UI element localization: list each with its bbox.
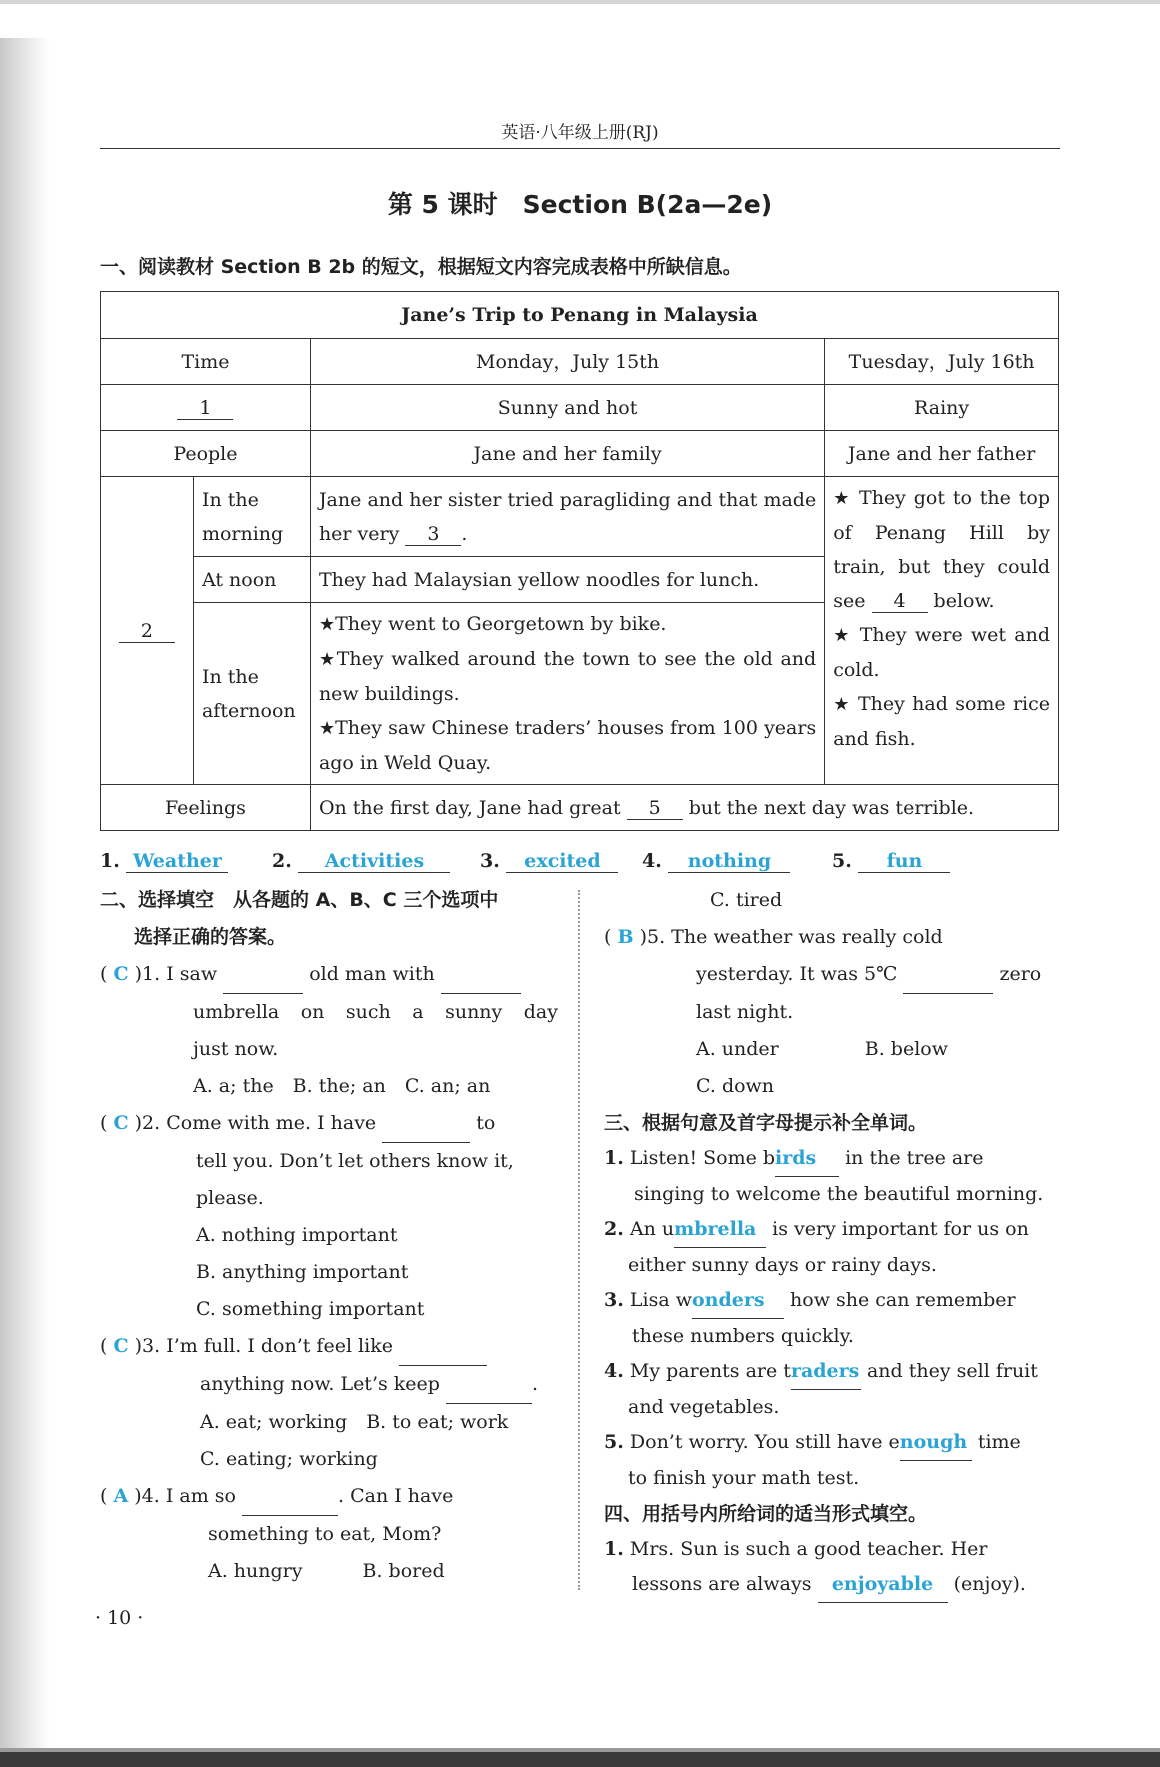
column-divider — [578, 890, 580, 1590]
q5-line2: yesterday. It was 5℃ zero — [604, 956, 1060, 994]
star-icon: ★ — [318, 649, 337, 670]
noon-label: At noon — [193, 557, 310, 603]
section2-heading-1: 二、选择填空 从各题的 A、B、C 三个选项中 — [100, 889, 499, 911]
blank-5: 5 — [627, 797, 683, 820]
section3-heading: 三、根据句意及首字母提示补全单词。 — [604, 1112, 928, 1134]
blank-2: 2 — [119, 620, 175, 643]
running-header: 英语·八年级上册(RJ) — [501, 123, 659, 143]
table-title: Jane’s Trip to Penang in Malaysia — [101, 292, 1059, 339]
feelings-post: but the next day was terrible. — [688, 796, 975, 819]
section3-items — [604, 1141, 1060, 1496]
answer-2: 2. Activities — [272, 850, 450, 873]
s3-item-1-line2: singing to welcome the beautiful morning. — [634, 1183, 1044, 1205]
s3-item-5-line2: to finish your math test. — [628, 1467, 860, 1489]
star-icon: ★ — [833, 488, 852, 509]
day2-item-1-end: below. — [933, 590, 995, 612]
afternoon-cell — [310, 603, 824, 785]
section1-heading: 一、阅读教材 Section B 2b 的短文，根据短文内容完成表格中所缺信息。 — [100, 256, 742, 278]
time-label: Time — [101, 339, 311, 385]
s3-item-4: 4. My parents are traders and they sell fruit — [604, 1354, 1060, 1390]
q5-option-c: C. down — [696, 1075, 775, 1097]
day1: Monday，July 15th — [310, 339, 824, 385]
q1-options: A. a; the B. the; an C. an; an — [193, 1075, 491, 1097]
answer-word: Weather — [126, 850, 228, 873]
feelings-label: Feelings — [101, 785, 311, 831]
morning-label: In the morning — [193, 477, 310, 557]
q1-line3: just now. — [193, 1038, 279, 1060]
s3-item-2-line2: either sunny days or rainy days. — [628, 1254, 937, 1276]
afternoon-label: In the afternoon — [193, 603, 310, 785]
s3-item-1: 1. Listen! Some birds in the tree are — [604, 1141, 1060, 1177]
day2-item-2: They were wet and cold. — [833, 624, 1050, 681]
page-number: · 10 · — [95, 1607, 144, 1629]
q5-line3: last night. — [696, 1001, 794, 1023]
afternoon-item-3: They saw Chinese traders’ houses from 100 years ago in Weld Quay. — [318, 717, 817, 774]
q2-line1: ( C )2. Come with me. I have to — [100, 1105, 558, 1143]
day2-item-3: They had some rice and fish. — [833, 693, 1051, 750]
q3-line3: A. eat; working B. to eat; work — [200, 1411, 509, 1433]
q2-option-b: B. anything important — [196, 1261, 409, 1283]
answer-5: 5. fun — [832, 850, 950, 873]
q3-line4: C. eating; working — [200, 1448, 378, 1470]
weather-cell — [101, 385, 311, 431]
star-icon: ★ — [833, 694, 851, 715]
afternoon-item-1: They went to Georgetown by bike. — [335, 613, 667, 635]
q4-line2: something to eat, Mom? — [208, 1523, 442, 1545]
s3-item-4-line2: and vegetables. — [628, 1396, 780, 1418]
star-icon: ★ — [833, 625, 852, 646]
morning-cell: Jane and her sister tried paragliding and that made her very 3 . — [310, 477, 824, 557]
answer-3: 3. excited — [480, 850, 618, 873]
answer-4: 4. nothing — [642, 850, 790, 873]
q1-line1: ( C )1. I saw old man with — [100, 956, 558, 994]
s3-item-3-line2: these numbers quickly. — [632, 1325, 854, 1347]
q1-line2: umbrella on such a sunny day — [193, 1001, 558, 1023]
q4-options: A. hungry B. bored — [208, 1560, 445, 1582]
weather2: Rainy — [825, 385, 1059, 431]
answer-1: 1. Weather — [100, 850, 228, 873]
s3-item-5: 5. Don’t worry. You still have enough time — [604, 1425, 1060, 1461]
section2-left — [100, 882, 558, 1590]
day2: Tuesday，July 16th — [825, 339, 1059, 385]
q2-line3: please. — [196, 1187, 264, 1209]
people2: Jane and her father — [825, 431, 1059, 477]
people-label: People — [101, 431, 311, 477]
activities-cell — [101, 477, 194, 785]
trip-table — [100, 291, 1059, 831]
s3-item-3: 3. Lisa wonders how she can remember — [604, 1283, 1060, 1319]
lesson-title: 第 5 课时 Section B(2a—2e) — [387, 190, 773, 219]
feelings-pre: On the first day, Jane had great — [318, 796, 621, 819]
day2-activities — [825, 477, 1059, 785]
q3-line2: anything now. Let’s keep . — [100, 1366, 558, 1404]
answer-word: fun — [858, 850, 950, 873]
answer-word: nothing — [668, 850, 790, 873]
s3-item-2: 2. An umbrella is very important for us on — [604, 1212, 1060, 1248]
afternoon-item-2: They walked around the town to see the old and new buildings. — [318, 648, 817, 705]
q3-line1: ( C )3. I’m full. I don’t feel like — [100, 1328, 558, 1366]
section2-right — [604, 882, 1060, 1603]
answer-word: Activities — [298, 850, 450, 873]
people1: Jane and her family — [310, 431, 824, 477]
q2-option-a: A. nothing important — [196, 1224, 398, 1246]
day2-item-1: They got to the top of Penang Hill by train, but they could see — [833, 487, 1050, 612]
q2-line2: tell you. Don’t let others know it, — [196, 1150, 514, 1172]
noon-text: They had Malaysian yellow noodles for lunch. — [310, 557, 824, 603]
q2-option-c: C. something important — [196, 1298, 425, 1320]
q4-line1: ( A )4. I am so . Can I have — [100, 1478, 558, 1516]
blank-1: 1 — [177, 397, 233, 420]
answer-word: excited — [506, 850, 618, 873]
feelings-cell — [310, 785, 1058, 831]
bottom-edge — [0, 1752, 1160, 1767]
q5-options: A. under B. below — [696, 1038, 948, 1060]
top-edge — [0, 0, 1160, 4]
blank-3: 3 — [405, 523, 461, 546]
weather1: Sunny and hot — [310, 385, 824, 431]
section2-heading-2: 选择正确的答案。 — [134, 926, 287, 948]
star-icon: ★ — [318, 718, 336, 739]
q5-line1: ( B )5. The weather was really cold — [604, 926, 943, 948]
q4-option-c: C. tired — [710, 889, 783, 911]
section4-heading: 四、用括号内所给词的适当形式填空。 — [604, 1503, 928, 1525]
page-shadow — [0, 38, 50, 1750]
s4-item-1: 1. Mrs. Sun is such a good teacher. Her — [604, 1538, 988, 1560]
blank-4: 4 — [872, 590, 928, 613]
morning-text: Jane and her sister tried paragliding and that made her very — [318, 488, 817, 545]
star-icon: ★ — [318, 614, 336, 635]
s4-item-1-line2: lessons are always enjoyable (enjoy). — [604, 1567, 1060, 1603]
header-rule — [100, 148, 1060, 149]
